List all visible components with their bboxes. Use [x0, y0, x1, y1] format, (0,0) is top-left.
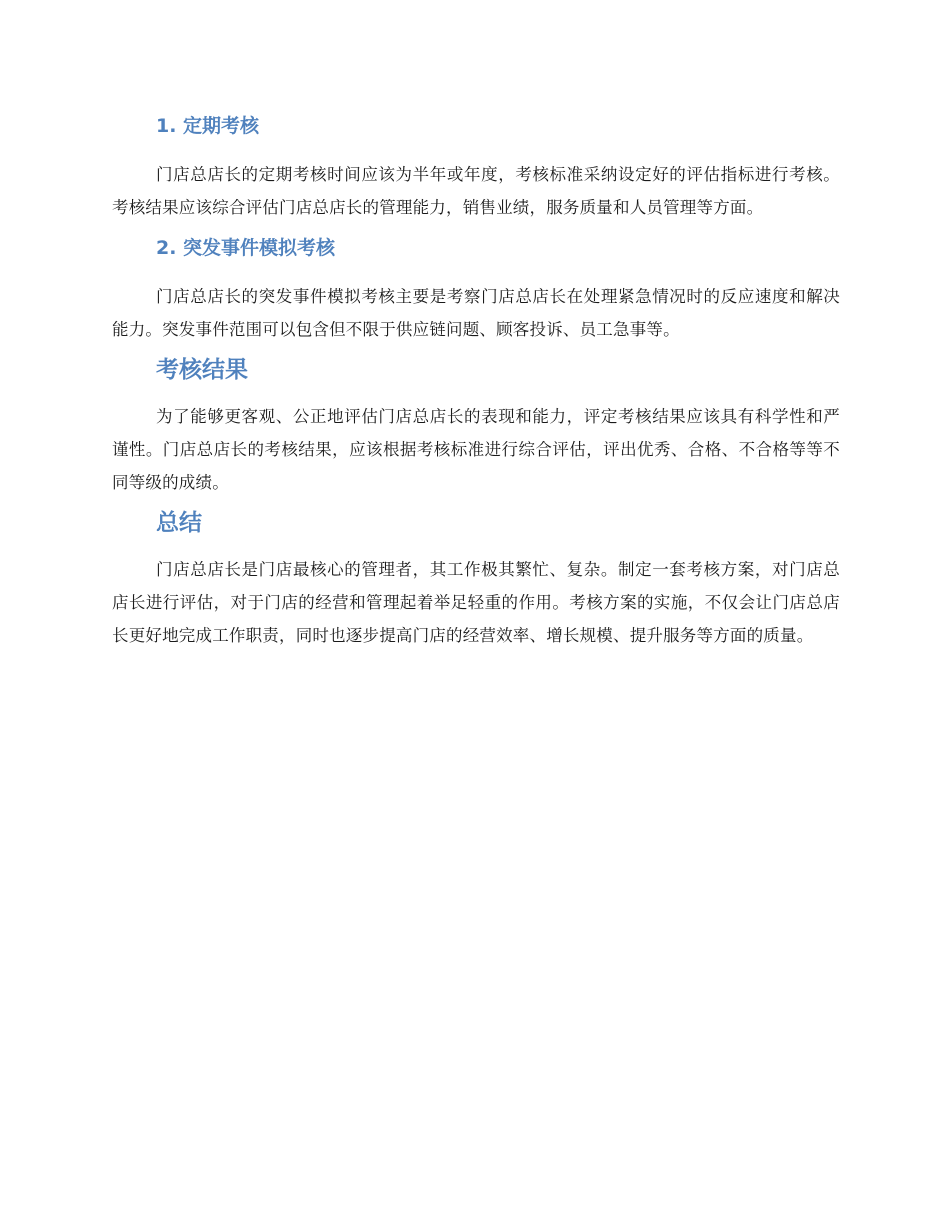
section-heading-summary: 总结 — [156, 510, 202, 536]
document-page — [112, 108, 840, 658]
section-heading-periodic-review: 1. 定期考核 — [156, 115, 260, 137]
section-paragraph-emergency-simulation: 门店总店长的突发事件模拟考核主要是考察门店总店长在处理紧急情况时的反应速度和解决能力。突发事件范围可以包含但不限于供应链问题、顾客投诉、员工急事等。 — [112, 287, 840, 339]
section-paragraph-summary: 门店总店长是门店最核心的管理者，其工作极其繁忙、复杂。制定一套考核方案，对门店总店长进行评估，对于门店的经营和管理起着举足轻重的作用。考核方案的实施，不仅会让门店总店长更好地完成工作职责，同时也逐步提高门店的经营效率、增长规模、提升服务等方面的质量。 — [112, 560, 840, 645]
section-heading-review-results: 考核结果 — [156, 357, 248, 383]
section-paragraph-periodic-review: 门店总店长的定期考核时间应该为半年或年度，考核标准采纳设定好的评估指标进行考核。考核结果应该综合评估门店总店长的管理能力，销售业绩，服务质量和人员管理等方面。 — [112, 165, 840, 217]
section-heading-emergency-simulation: 2. 突发事件模拟考核 — [156, 237, 336, 259]
section-paragraph-review-results: 为了能够更客观、公正地评估门店总店长的表现和能力，评定考核结果应该具有科学性和严谨性。门店总店长的考核结果，应该根据考核标准进行综合评估，评出优秀、合格、不合格等等不同等级的成绩。 — [112, 407, 840, 492]
